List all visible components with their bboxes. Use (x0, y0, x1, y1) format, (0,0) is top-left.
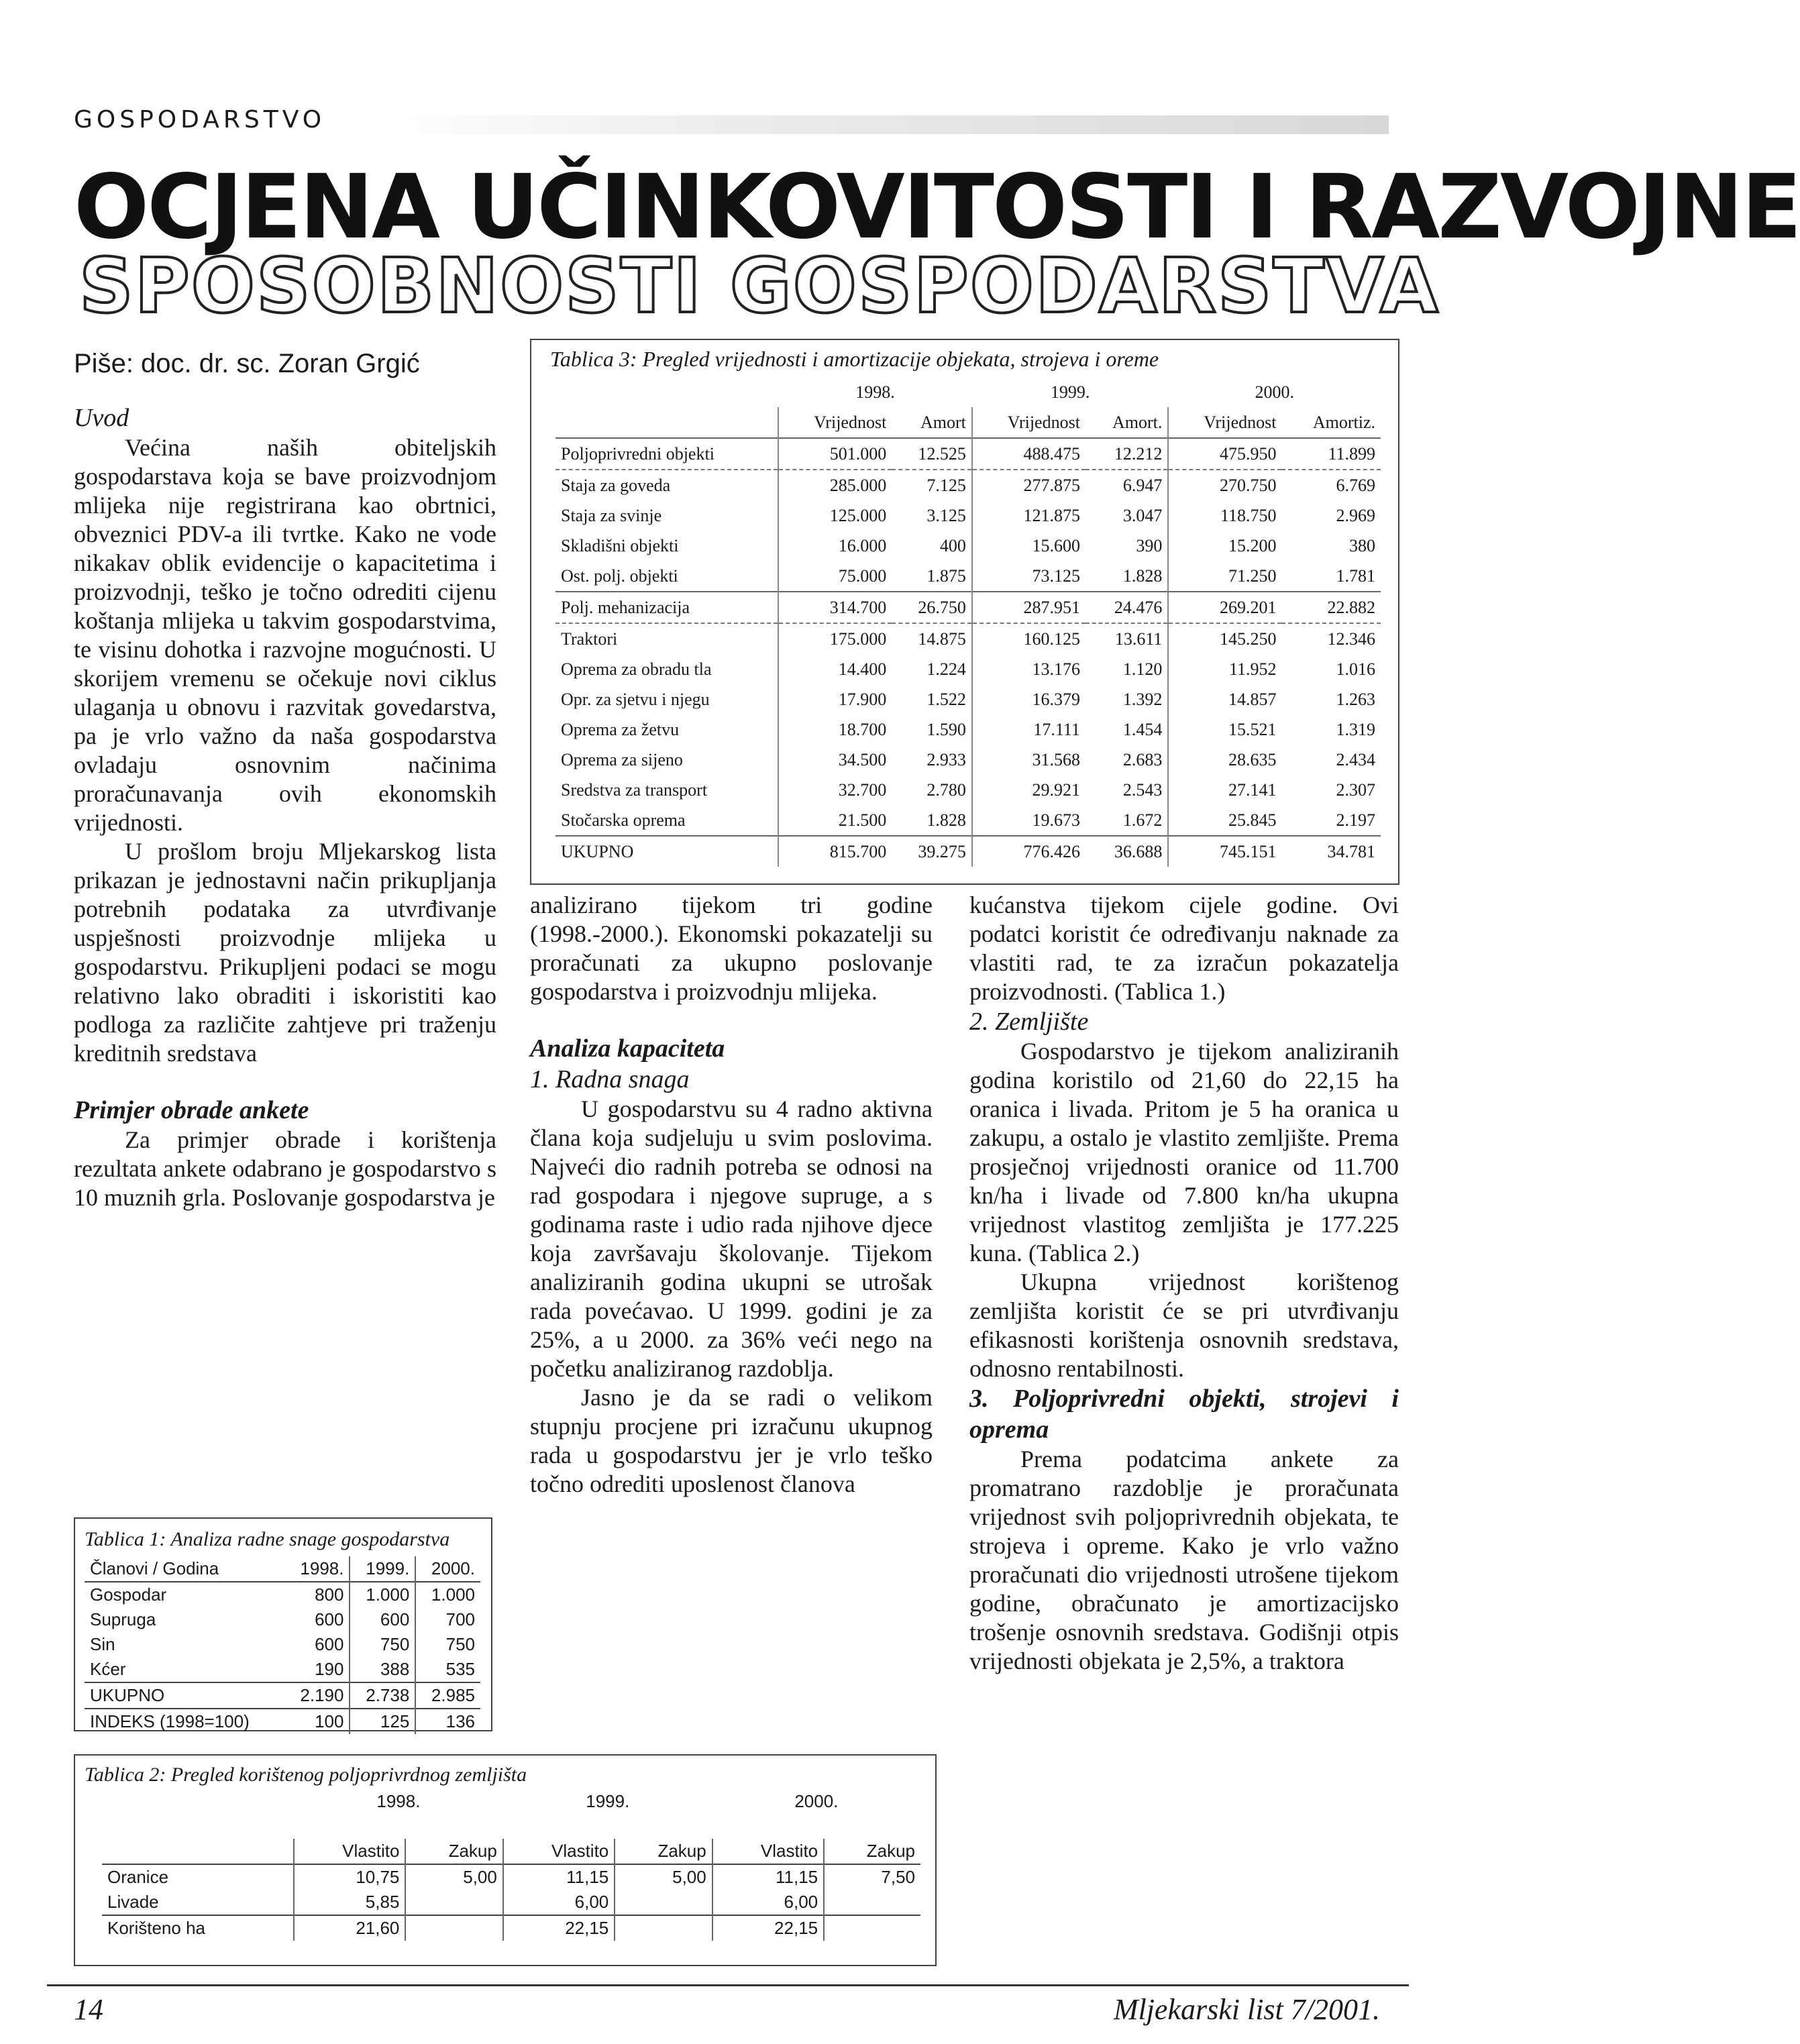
table-cell: 1.590 (927, 719, 966, 739)
year-header: 2000. (1255, 382, 1294, 402)
table-cell: 600 (315, 1609, 344, 1629)
table-cell: 15.200 (1168, 531, 1281, 561)
table-cell: Opr. za sjetvu i njegu (561, 689, 710, 709)
table-cell: 6.947 (1122, 475, 1163, 495)
paragraph: U gospodarstvu su 4 radno aktivna člana koja sudjeluju u svim poslovima. Najveći dio radnih potreba se odnosi na rad gospodara i njegove supruge, a s godinama raste i udio rada njihove djece koja završavaju školovanje. Tijekom analiziranih godina ukupni se utrošak rada povećavao. U 1999. godini je za 25%, a u 2000. za 36% veći nego na početku analiziranog razdoblja. (530, 1095, 933, 1382)
table-cell: 15.600 (972, 531, 1086, 561)
table-3-box (530, 339, 1399, 885)
table-cell: 1.263 (1336, 689, 1375, 709)
table-cell: 501.000 (778, 438, 892, 470)
table-row (555, 745, 1381, 775)
table-2-box (74, 1754, 937, 1966)
table-cell: Sredstva za transport (561, 779, 708, 800)
table-cell: 26.750 (892, 592, 972, 623)
table-cell: 2.190 (300, 1685, 344, 1705)
column-3 (969, 891, 1399, 1676)
table-cell: Traktori (561, 629, 618, 649)
table-cell: 700 (415, 1607, 480, 1632)
table-cell: 815.700 (778, 836, 892, 867)
table-cell: Staja za goveda (561, 475, 671, 495)
table-cell: Ost. polj. objekti (561, 566, 678, 586)
paragraph: Za primjer obrade i korištenja rezultata ankete odabrano je gospodarstvo s 10 muznih grla. Poslovanje gospodarstva je (74, 1126, 496, 1211)
table-cell: 7,50 (824, 1864, 920, 1890)
paragraph: Prema podatcima ankete za promatrano razdoblje je proračunata vrijednost svih poljoprivrednih objekata, te strojeva i opreme. Kako je vrlo važno proračunati dio vrijednosti utrošene tijekom godine, obračunato je amortizacijsko trošenje osnovnih sredstava. Godišnji otpis vrijednosti objekata je 2,5%, a traktora (969, 1446, 1399, 1674)
heading-radna-snaga: 1. Radna snaga (530, 1065, 690, 1093)
table-cell: 15.521 (1168, 714, 1281, 745)
heading-uvod: Uvod (74, 404, 129, 432)
table-cell (405, 1915, 502, 1941)
table-cell: 14.857 (1168, 684, 1281, 714)
table-cell: 17.111 (972, 714, 1086, 745)
table-cell: 5,00 (405, 1864, 502, 1890)
table-cell: 2.307 (1336, 779, 1375, 800)
table-header: Zakup (824, 1839, 920, 1864)
year-header: 1999. (586, 1791, 630, 1811)
column-2 (530, 891, 933, 1499)
table-header: Vrijednost (1168, 407, 1281, 438)
table-cell: Staja za svinje (561, 505, 662, 525)
table-cell: 5,00 (615, 1864, 712, 1890)
table-row (102, 1864, 920, 1890)
table-row (555, 836, 1381, 867)
table-cell: 29.921 (972, 775, 1086, 805)
heading-analiza: Analiza kapaciteta (530, 1034, 725, 1063)
table-cell: 125.000 (778, 500, 892, 531)
table-cell: 2.543 (1122, 779, 1163, 800)
table-cell: 1.120 (1122, 659, 1163, 679)
table-header: Zakup (405, 1839, 502, 1864)
table-cell: 24.476 (1086, 592, 1168, 623)
table-cell: 600 (350, 1607, 415, 1632)
table-cell: 2.197 (1336, 810, 1375, 830)
table-cell: 22,15 (712, 1915, 824, 1941)
table-cell: 10,75 (294, 1864, 405, 1890)
table-cell: 3.125 (927, 505, 966, 525)
table-cell (615, 1890, 712, 1915)
table-row (555, 714, 1381, 745)
paragraph: U prošlom broju Mljekarskog lista prikazan je jednostavni način prikupljanja potrebnih podataka za utvrđivanje uspješnosti proizvodnje mlijeka u gospodarstvu. Prikupljeni podaci se mogu relativno lako obraditi i iskoristiti kao podloga za različite zahtjeve pri traženju kreditnih sredstava (74, 838, 496, 1067)
table-cell: Skladišni objekti (561, 535, 679, 555)
table-header: Vlastito (294, 1839, 405, 1864)
table-cell: Stočarska oprema (561, 810, 686, 830)
table-cell: 1.875 (927, 566, 966, 586)
table-1-box (74, 1517, 492, 1731)
heading-zemljiste: 2. Zemljište (969, 1008, 1089, 1036)
table-2-caption: Tablica 2: Pregled korištenog poljoprivrdnog zemljišta (85, 1764, 527, 1786)
table-cell: 277.875 (972, 470, 1086, 500)
author: Piše: doc. dr. sc. Zoran Grgić (74, 349, 420, 378)
table-cell: 2.683 (1122, 749, 1163, 769)
table-row (555, 654, 1381, 684)
table-cell: Oprema za sijeno (561, 749, 683, 769)
table-cell: 3.047 (1122, 505, 1163, 525)
table-cell: 25.845 (1168, 805, 1281, 836)
table-cell: 17.900 (778, 684, 892, 714)
table-row (555, 684, 1381, 714)
table-cell: 34.500 (778, 745, 892, 775)
table-cell: 314.700 (778, 592, 892, 623)
table-cell: 14.875 (918, 629, 966, 649)
table-cell: Oprema za obradu tla (561, 659, 712, 679)
table-cell: Polj. mehanizacija (555, 592, 778, 623)
table-header: Amort (920, 412, 966, 432)
table-row (555, 438, 1381, 470)
footer-rule (47, 1984, 1409, 1986)
table-cell: 269.201 (1168, 592, 1281, 623)
table-cell: Gospodar (90, 1584, 167, 1605)
table-row (555, 592, 1381, 623)
page-number: 14 (74, 1993, 103, 2026)
table-cell: 36.688 (1114, 841, 1163, 861)
table-cell: 1.454 (1122, 719, 1163, 739)
header-bar (376, 115, 1389, 134)
table-cell: 600 (315, 1634, 344, 1654)
table-cell: 13.611 (1114, 629, 1163, 649)
table-cell (824, 1915, 920, 1941)
table-cell: 6,00 (503, 1890, 615, 1915)
table-row (555, 805, 1381, 836)
table-cell: 22.882 (1281, 592, 1381, 623)
table-cell: UKUPNO (90, 1685, 165, 1705)
table-row (102, 1915, 920, 1941)
journal-name: Mljekarski list 7/2001. (1113, 1993, 1380, 2026)
table-cell: 475.950 (1168, 438, 1281, 470)
table-cell (824, 1890, 920, 1915)
table-cell: 71.250 (1168, 561, 1281, 592)
heading-primjer: Primjer obrade ankete (74, 1096, 309, 1124)
column-1 (74, 402, 496, 1212)
table-cell: 160.125 (972, 623, 1086, 654)
table-header: 1999. (350, 1556, 415, 1582)
table-cell: 11,15 (503, 1864, 615, 1890)
table-cell: 287.951 (972, 592, 1086, 623)
table-3-caption: Tablica 3: Pregled vrijednosti i amortizacije objekata, strojeva i oreme (550, 347, 1159, 371)
table-cell: 1.781 (1336, 566, 1375, 586)
table-header: Vlastito (712, 1839, 824, 1864)
table-cell: 2.780 (927, 779, 966, 800)
table-1 (85, 1556, 480, 1734)
table-cell: 2.969 (1336, 505, 1375, 525)
year-header: 1998. (855, 382, 895, 402)
table-row (555, 561, 1381, 592)
table-cell: 2.434 (1336, 749, 1375, 769)
table-cell: 1.522 (927, 689, 966, 709)
year-header: 1999. (1050, 382, 1090, 402)
table-row (555, 531, 1381, 561)
table-cell: Sin (90, 1634, 115, 1654)
table-cell: 13.176 (972, 654, 1086, 684)
table-cell: 1.392 (1122, 689, 1163, 709)
table-cell: 390 (1136, 535, 1163, 555)
table-header: Vrijednost (778, 407, 892, 438)
table-cell: 16.000 (778, 531, 892, 561)
table-row (555, 775, 1381, 805)
table-cell: 5,85 (294, 1890, 405, 1915)
table-cell: 28.635 (1168, 745, 1281, 775)
table-cell: 388 (350, 1657, 415, 1682)
table-cell: 11.952 (1168, 654, 1281, 684)
table-cell: 19.673 (972, 805, 1086, 836)
table-cell: 535 (415, 1657, 480, 1682)
table-cell: Kćer (90, 1659, 126, 1679)
table-cell: 2.985 (415, 1682, 480, 1709)
table-cell: 11,15 (712, 1864, 824, 1890)
table-cell: 270.750 (1168, 470, 1281, 500)
table-3 (555, 377, 1381, 867)
table-cell: UKUPNO (561, 841, 634, 861)
table-cell: 125 (350, 1709, 415, 1734)
table-cell: 1.319 (1336, 719, 1375, 739)
table-cell: 21.500 (778, 805, 892, 836)
table-cell: 118.750 (1168, 500, 1281, 531)
table-cell: 1.016 (1336, 659, 1375, 679)
table-cell (405, 1890, 502, 1915)
table-1-caption: Tablica 1: Analiza radne snage gospodarstva (85, 1528, 450, 1550)
table-header: Amortiz. (1312, 412, 1375, 432)
table-cell: 750 (415, 1632, 480, 1657)
table-row (85, 1682, 480, 1709)
paragraph: kućanstva tijekom cijele godine. Ovi podatci koristit će određivanju naknade za vlastiti rad, te za izračun pokazatelja proizvodnosti. (Tablica 1.) (969, 892, 1399, 1005)
table-cell: INDEKS (1998=100) (90, 1711, 250, 1731)
table-cell: 21,60 (294, 1915, 405, 1941)
table-row (85, 1709, 480, 1734)
table-cell: 175.000 (778, 623, 892, 654)
paragraph: analizirano tijekom tri godine (1998.-2000.). Ekonomski pokazatelji su proračunati za ukupno poslovanje gospodarstva i proizvodnju mlijeka. (530, 892, 933, 1005)
table-row (555, 623, 1381, 654)
table-cell: 6,00 (712, 1890, 824, 1915)
table-cell: 121.875 (972, 500, 1086, 531)
table-row (85, 1582, 480, 1607)
table-cell: 16.379 (972, 684, 1086, 714)
table-cell: 1.672 (1122, 810, 1163, 830)
section-label: GOSPODARSTVO (74, 106, 326, 133)
table-cell: 6.769 (1336, 475, 1375, 495)
table-cell: Livade (107, 1892, 159, 1912)
table-cell: 73.125 (972, 561, 1086, 592)
table-header: Zakup (615, 1839, 712, 1864)
table-row (555, 470, 1381, 500)
table-cell: 100 (315, 1711, 344, 1731)
table-header: Vlastito (503, 1839, 615, 1864)
table-2 (102, 1789, 920, 1941)
table-cell: 136 (415, 1709, 480, 1734)
table-cell: Supruga (90, 1609, 156, 1629)
paragraph: Jasno je da se radi o velikom stupnju procjene pri izračunu ukupnog rada u gospodarstvu jer je vrlo teško točno odrediti uposlenost članova (530, 1384, 933, 1497)
table-cell: 750 (350, 1632, 415, 1657)
table-cell: 12.212 (1086, 438, 1168, 470)
table-header: 2000. (415, 1556, 480, 1582)
year-header: 1998. (376, 1791, 421, 1811)
table-cell: 2.933 (927, 749, 966, 769)
table-header: 1998. (300, 1558, 344, 1578)
table-cell: 1.000 (415, 1582, 480, 1607)
table-cell: 488.475 (972, 438, 1086, 470)
paragraph: Većina naših obiteljskih gospodarstava koja se bave proizvodnjom mlijeka nije registrirana kao obrtnici, obveznici PDV-a ili tvrtke. Kako ne vode nikakav oblik evidencije o kapacitetima i proizvodnji, teško je točno odrediti cijenu koštanja mlijeka u takvim gospodarstvima, te visinu dohotka i razvojne mogućnosti. U skorijem vremenu se očekuje novi ciklus ulaganja u obnovu i razvitak govedarstva, pa je vrlo važno da naša gospodarstva ovladaju osnovnim načinima proračunavanja ovih ekonomskih vrijednosti. (74, 434, 496, 836)
paragraph: Ukupna vrijednost korištenog zemljišta koristit će se pri utvrđivanju efikasnosti korištenja osnovnih sredstava, odnosno rentabilnosti. (969, 1269, 1399, 1382)
table-cell: 22,15 (503, 1915, 615, 1941)
table-cell: 745.151 (1168, 836, 1281, 867)
table-cell: 75.000 (778, 561, 892, 592)
table-cell: 190 (315, 1659, 344, 1679)
table-header: Vrijednost (972, 407, 1086, 438)
title-line-1: OCJENA UČINKOVITOSTI I RAZVOJNE (74, 156, 1800, 259)
table-cell: Oprema za žetvu (561, 719, 680, 739)
table-cell: 2.738 (350, 1682, 415, 1709)
table-cell: 1.000 (350, 1582, 415, 1607)
year-header: 2000. (794, 1791, 839, 1811)
table-cell: Poljoprivredni objekti (555, 438, 778, 470)
table-header: Amort. (1112, 412, 1163, 432)
table-cell: 39.275 (918, 841, 966, 861)
table-cell: 145.250 (1168, 623, 1281, 654)
title-line-2: SPOSOBNOSTI GOSPODARSTVA (79, 243, 1440, 330)
table-cell: 31.568 (972, 745, 1086, 775)
table-cell: 11.899 (1281, 438, 1381, 470)
table-cell: 27.141 (1168, 775, 1281, 805)
table-cell: 12.346 (1327, 629, 1375, 649)
table-header: Članovi / Godina (90, 1558, 219, 1578)
table-cell: 7.125 (927, 475, 966, 495)
table-cell: 32.700 (778, 775, 892, 805)
table-cell: 776.426 (972, 836, 1086, 867)
paragraph: Gospodarstvo je tijekom analiziranih godina koristilo od 21,60 do 22,15 ha oranica i livada. Pritom je 5 ha oranica u zakupu, a ostalo je vlastito zemljište. Prema prosječnoj vrijednosti oranice od 11.700 kn/ha i livade od 7.800 kn/ha ukupna vrijednost vlastitog zemljišta je 177.225 kuna. (Tablica 2.) (969, 1038, 1399, 1267)
table-cell: 12.525 (892, 438, 972, 470)
table-cell: 800 (315, 1584, 344, 1605)
table-cell: 14.400 (778, 654, 892, 684)
table-cell: Oranice (107, 1867, 169, 1887)
table-cell: 285.000 (778, 470, 892, 500)
table-cell (615, 1915, 712, 1941)
table-cell: 1.828 (927, 810, 966, 830)
table-row (555, 500, 1381, 531)
table-cell: 380 (1349, 535, 1375, 555)
table-cell: 1.828 (1122, 566, 1163, 586)
table-row (85, 1657, 480, 1682)
table-cell: 34.781 (1327, 841, 1375, 861)
table-cell: 1.224 (927, 659, 966, 679)
heading-objekti: 3. Poljoprivredni objekti, strojevi i oprema (969, 1385, 1399, 1444)
table-cell: 400 (939, 535, 966, 555)
table-cell: 18.700 (778, 714, 892, 745)
table-row (102, 1890, 920, 1915)
table-row (85, 1632, 480, 1657)
table-row (85, 1607, 480, 1632)
table-cell: Korišteno ha (107, 1918, 205, 1938)
